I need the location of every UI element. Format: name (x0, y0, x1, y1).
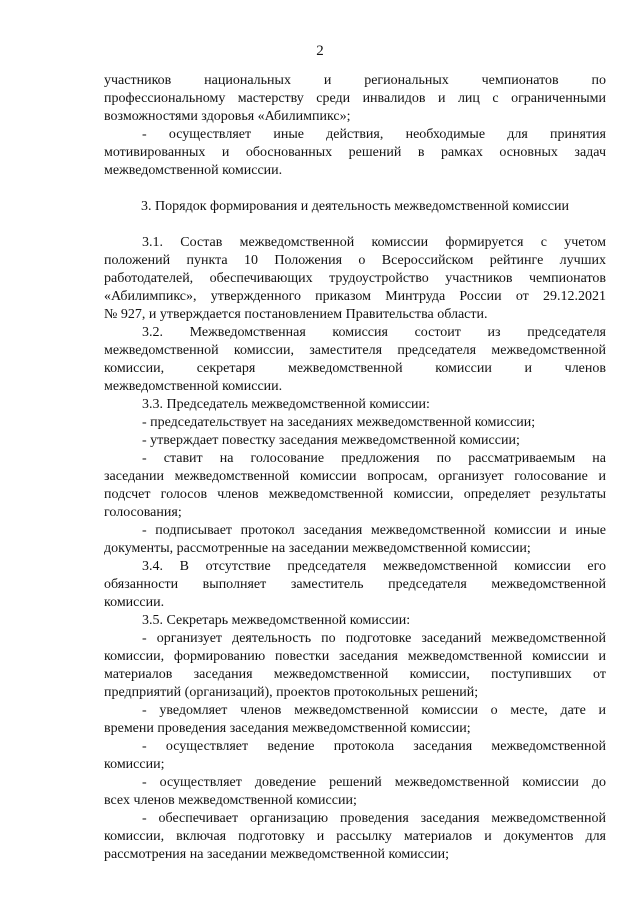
text-line: работодателей, обеспечивающих трудоустройство участников чемпионатов (104, 271, 606, 286)
text-line: комиссии, включая подготовку и рассылку материалов и документов для (104, 829, 606, 844)
text-line: заседании межведомственной комиссии вопросам, организует голосование и (104, 469, 606, 484)
text-line: - осуществляет иные действия, необходимые для принятия (142, 127, 606, 142)
text-line: межведомственной комиссии, заместителя председателя межведомственной (104, 343, 606, 358)
list-item: - председательствует на заседаниях межведомственной комиссии; (142, 415, 536, 430)
list-item: - осуществляет ведение протокола заседания межведомственной (142, 739, 606, 754)
text-line: всех членов межведомственной комиссии; (104, 793, 357, 808)
text-line: участников национальных и региональных чемпионатов по (104, 73, 606, 88)
text-line: 3.1. Состав межведомственной комиссии формируется с учетом (142, 235, 606, 250)
text-line: времени проведения заседания межведомственной комиссии; (104, 721, 471, 736)
text-line: обязанности выполняет заместитель председателя межведомственной (104, 577, 606, 592)
text-line: положений пункта 10 Положения о Всероссийском рейтинге лучших (104, 253, 606, 268)
text-line: комиссии. (104, 595, 165, 610)
list-item: - подписывает протокол заседания межведомственной комиссии и иные (142, 523, 606, 538)
section-heading: 3. Порядок формирования и деятельность межведомственной комиссии (141, 199, 569, 214)
list-item: - ставит на голосование предложения по рассматриваемым на (142, 451, 606, 466)
text-line: материалов заседания межведомственной комиссии, поступивших от (104, 667, 606, 682)
text-line: комиссии; (104, 757, 165, 772)
page-number: 2 (316, 43, 324, 59)
list-item: - уведомляет членов межведомственной комиссии о месте, дате и (142, 703, 606, 718)
list-item: - осуществляет доведение решений межведомственной комиссии до (142, 775, 606, 790)
text-line: предприятий (организаций), проектов протокольных решений; (104, 685, 479, 700)
list-item: - обеспечивает организацию проведения заседания межведомственной (142, 811, 606, 826)
list-item: - организует деятельность по подготовке заседаний межведомственной (142, 631, 606, 646)
text-line: № 927, и утверждается постановлением Правительства области. (104, 307, 488, 322)
text-line: рассмотрения на заседании межведомственной комиссии; (104, 847, 449, 862)
text-line: 3.3. Председатель межведомственной комиссии: (142, 397, 430, 412)
text-line: «Абилимпикс», утвержденного приказом Минтруда России от 29.12.2021 (104, 289, 606, 304)
text-line: мотивированных и обоснованных решений в рамках основных задач (104, 145, 606, 160)
list-item: - утверждает повестку заседания межведомственной комиссии; (142, 433, 520, 448)
text-line: возможностями здоровья «Абилимпикс»; (104, 109, 351, 124)
text-line: документы, рассмотренные на заседании межведомственной комиссии; (104, 541, 531, 556)
text-line: голосования; (104, 505, 182, 520)
text-line: профессиональному мастерству среди инвалидов и лиц с ограниченными (104, 91, 606, 106)
text-line: межведомственной комиссии. (104, 163, 283, 178)
document-body (104, 72, 606, 864)
text-line: подсчет голосов членов межведомственной комиссии, определяет результаты (104, 487, 606, 502)
text-line: 3.2. Межведомственная комиссия состоит из председателя (142, 325, 606, 340)
text-line: 3.5. Секретарь межведомственной комиссии: (142, 613, 411, 628)
text-line: межведомственной комиссии. (104, 379, 283, 394)
text-line: комиссии, секретаря межведомственной комиссии и членов (104, 361, 606, 376)
text-line: 3.4. В отсутствие председателя межведомственной комиссии его (142, 559, 606, 574)
text-line: комиссии, формированию повестки заседания межведомственной комиссии и (104, 649, 606, 664)
